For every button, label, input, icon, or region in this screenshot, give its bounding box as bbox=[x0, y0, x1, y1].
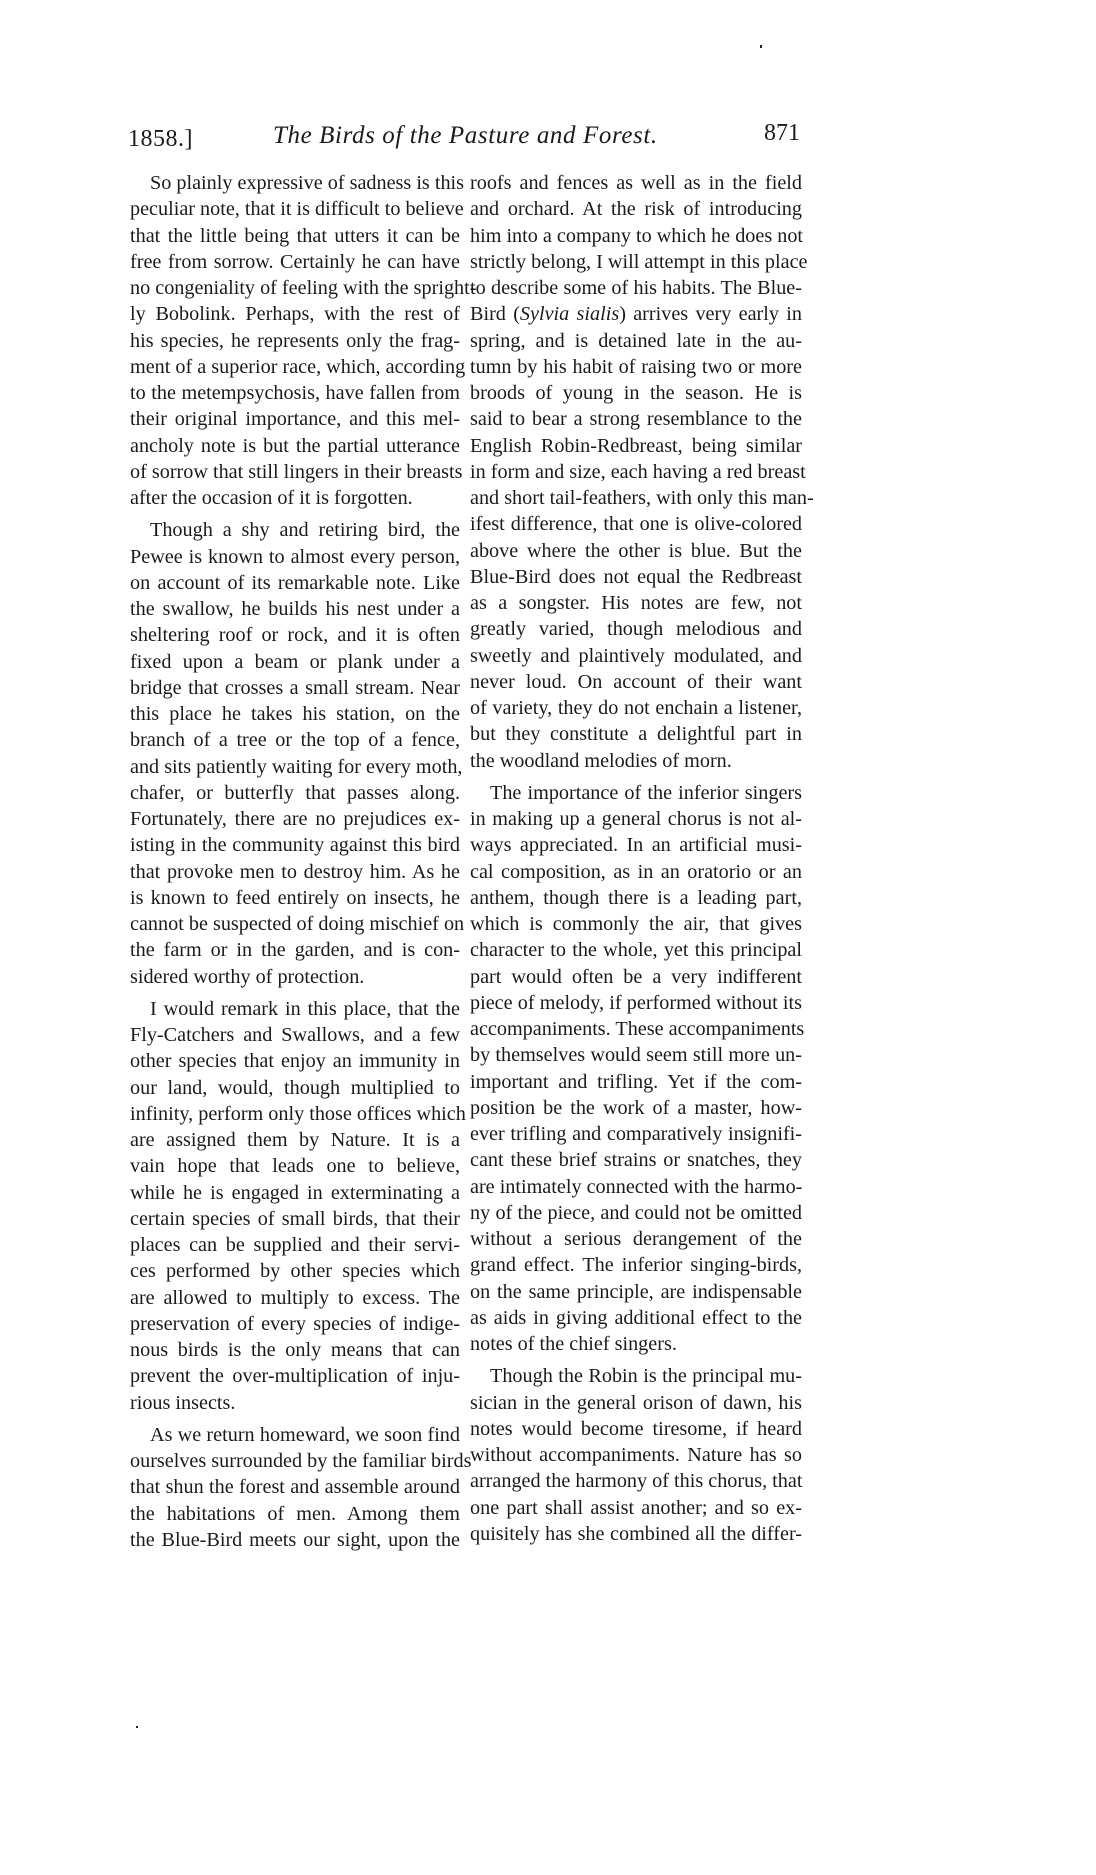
text-line: the farm or in the garden, and is con- bbox=[130, 939, 460, 962]
text-line: grand effect. The inferior singing-birds, bbox=[470, 1254, 802, 1277]
scan-speck bbox=[760, 45, 762, 48]
text-line: sician in the general orison of dawn, his bbox=[470, 1391, 802, 1414]
text-line: that provoke men to destroy him. As he bbox=[130, 860, 460, 883]
text-line: ly Bobolink. Perhaps, with the rest of bbox=[130, 303, 460, 326]
text-line: preservation of every species of indige- bbox=[130, 1312, 460, 1335]
text-line: our land, would, though multiplied to bbox=[130, 1076, 460, 1099]
text-line: to the metempsychosis, have fallen from bbox=[130, 382, 460, 404]
text-line: accompaniments. These accompaniments bbox=[470, 1018, 805, 1040]
text-line: peculiar note, that it is difficult to believe bbox=[130, 198, 464, 221]
text-line: and short tail-feathers, with only this man- bbox=[470, 487, 814, 509]
text-line: tumn by his habit of raising two or more bbox=[470, 355, 802, 378]
text-line: in form and size, each having a red breast bbox=[470, 460, 806, 483]
text-line: that shun the forest and assemble around bbox=[130, 1476, 460, 1499]
text-line: other species that enjoy an immunity in bbox=[130, 1050, 460, 1073]
text-line: chafer, or butterfly that passes along. bbox=[130, 781, 460, 804]
paragraph bbox=[470, 170, 814, 774]
text-line: which is commonly the air, that gives bbox=[470, 913, 802, 935]
text-line: without accompaniments. Nature has so bbox=[470, 1444, 802, 1466]
text-line: the swallow, he builds his nest under a bbox=[130, 598, 460, 620]
text-line: cal composition, as in an oratorio or an bbox=[470, 860, 802, 883]
text-line: piece of melody, if performed without its bbox=[470, 991, 802, 1014]
text-line: character to the whole, yet this principal bbox=[470, 939, 802, 962]
text-line: one part shall assist another; and so ex- bbox=[470, 1496, 802, 1519]
text-line: him into a company to which he does not bbox=[470, 224, 804, 247]
text-line: fixed upon a beam or plank under a bbox=[130, 650, 460, 673]
text-line: by themselves would seem still more un- bbox=[470, 1044, 802, 1067]
text-line: ny of the piece, and could not be omitted bbox=[470, 1201, 802, 1224]
text-line: strictly belong, I will attempt in this place bbox=[470, 250, 808, 273]
text-line: cant these brief strains or snatches, they bbox=[470, 1149, 802, 1172]
text-line: ifest difference, that one is olive-colored bbox=[470, 513, 802, 536]
text-line: ces performed by other species which bbox=[130, 1260, 460, 1283]
text-line: on account of its remarkable note. Like bbox=[130, 571, 460, 594]
text-line: infinity, perform only those offices which bbox=[130, 1102, 466, 1125]
text-line: certain species of small birds, that their bbox=[130, 1207, 460, 1230]
text-line: rious insects. bbox=[130, 1391, 236, 1414]
text-line: no congeniality of feeling with the spright- bbox=[130, 277, 477, 299]
header-title: The Birds of the Pasture and Forest. bbox=[273, 122, 658, 149]
text-line: I would remark in this place, that the bbox=[150, 997, 460, 1020]
paragraph bbox=[130, 1422, 472, 1553]
text-line: Blue-Bird does not equal the Redbreast bbox=[470, 565, 802, 588]
header-year: 1858.] bbox=[128, 126, 193, 152]
text-line: notes of the chief singers. bbox=[470, 1333, 677, 1355]
text-line: broods of young in the season. He is bbox=[470, 382, 802, 404]
text-line: Fortunately, there are no prejudices ex- bbox=[130, 808, 460, 830]
text-line: the Blue-Bird meets our sight, upon the bbox=[130, 1528, 460, 1551]
paragraph bbox=[130, 517, 465, 990]
text-line: isting in the community against this bird bbox=[130, 834, 460, 857]
text-line: anthem, though there is a leading part, bbox=[470, 886, 802, 909]
text-line: are allowed to multiply to excess. The bbox=[130, 1286, 460, 1309]
text-line: ourselves surrounded by the familiar birds bbox=[130, 1450, 472, 1472]
text-line: that the little being that utters it can be bbox=[130, 224, 460, 247]
text-line: is known to feed entirely on insects, he bbox=[130, 886, 460, 909]
text-line: never loud. On account of their want bbox=[470, 670, 802, 693]
text-line: spring, and is detained late in the au- bbox=[470, 329, 802, 352]
text-line: of sorrow that still lingers in their breasts bbox=[130, 460, 463, 483]
text-line: and sits patiently waiting for every moth, bbox=[130, 755, 463, 778]
italic-species-name: Sylvia sialis bbox=[519, 303, 620, 326]
text-line: are assigned them by Nature. It is a bbox=[130, 1129, 460, 1151]
text-line: in making up a general chorus is not al- bbox=[470, 808, 802, 830]
text-line: So plainly expressive of sadness is this bbox=[150, 172, 465, 194]
text-line: without a serious derangement of the bbox=[470, 1228, 802, 1250]
text-line: above where the other is blue. But the bbox=[470, 539, 802, 562]
left-column bbox=[130, 170, 477, 1553]
paragraph bbox=[130, 170, 477, 511]
text-line: but they constitute a delightful part in bbox=[470, 723, 802, 746]
text-line: important and trifling. Yet if the com- bbox=[470, 1070, 802, 1093]
text-line: on the same principle, are indispensable bbox=[470, 1280, 802, 1303]
text-line: branch of a tree or the top of a fence, bbox=[130, 729, 460, 752]
text-line: vain hope that leads one to believe, bbox=[130, 1155, 460, 1178]
text-line: prevent the over-multiplication of inju- bbox=[130, 1365, 460, 1388]
text-line: as a songster. His notes are few, not bbox=[470, 592, 802, 614]
text-line: As we return homeward, we soon find bbox=[150, 1423, 460, 1446]
text-line: sheltering roof or rock, and it is often bbox=[130, 624, 460, 647]
text-line: ment of a superior race, which, according bbox=[130, 355, 466, 378]
text-line: ways appreciated. In an artificial musi- bbox=[470, 834, 802, 857]
text-line: ancholy note is but the partial utterance bbox=[130, 434, 460, 457]
text-line: arranged the harmony of this chorus, that bbox=[470, 1470, 803, 1493]
text-line: this place he takes his station, on the bbox=[130, 703, 460, 725]
text-line: and orchard. At the risk of introducing bbox=[470, 198, 802, 221]
text-line: their original importance, and this mel- bbox=[130, 408, 460, 431]
text-line: The importance of the inferior singers bbox=[490, 781, 802, 804]
text-line: quisitely has she combined all the differ- bbox=[470, 1522, 802, 1545]
text-line: to describe some of his habits. The Blue- bbox=[470, 277, 802, 299]
text-line: nous birds is the only means that can bbox=[130, 1339, 460, 1361]
text-line: greatly varied, though melodious and bbox=[470, 618, 802, 641]
text-line: position be the work of a master, how- bbox=[470, 1096, 802, 1119]
text-line: Bird (Sylvia sialis) arrives very early in bbox=[470, 303, 802, 326]
text-line: sidered worthy of protection. bbox=[130, 965, 365, 988]
text-line: the habitations of men. Among them bbox=[130, 1502, 460, 1525]
paragraph bbox=[470, 1363, 802, 1547]
running-header bbox=[128, 120, 800, 156]
text-line: Though a shy and retiring bird, the bbox=[150, 519, 460, 542]
paragraph bbox=[130, 996, 466, 1416]
text-line: sweetly and plaintively modulated, and bbox=[470, 644, 802, 667]
text-line: roofs and fences as well as in the field bbox=[470, 172, 802, 194]
text-line: after the occasion of it is forgotten. bbox=[130, 487, 413, 509]
text-line: as aids in giving additional effect to the bbox=[470, 1306, 802, 1329]
text-line: cannot be suspected of doing mischief on bbox=[130, 913, 465, 935]
text-line: free from sorrow. Certainly he can have bbox=[130, 250, 460, 273]
text-line: of variety, they do not enchain a listener, bbox=[470, 697, 802, 719]
text-line: Pewee is known to almost every person, bbox=[130, 545, 460, 568]
scan-speck bbox=[136, 1726, 138, 1728]
text-line: bridge that crosses a small stream. Near bbox=[130, 676, 460, 699]
text-line: places can be supplied and their servi- bbox=[130, 1234, 460, 1256]
text-line: Fly-Catchers and Swallows, and a few bbox=[130, 1024, 460, 1046]
page-number: 871 bbox=[764, 120, 800, 146]
text-line: notes would become tiresome, if heard bbox=[470, 1417, 802, 1440]
text-line: part would often be a very indifferent bbox=[470, 965, 802, 988]
text-line: Though the Robin is the principal mu- bbox=[490, 1365, 802, 1388]
text-line: English Robin-Redbreast, being similar bbox=[470, 434, 802, 457]
paragraph bbox=[470, 780, 805, 1358]
right-column bbox=[470, 170, 814, 1547]
text-line: said to bear a strong resemblance to the bbox=[470, 408, 802, 431]
text-line: while he is engaged in exterminating a bbox=[130, 1181, 460, 1204]
text-line: his species, he represents only the frag- bbox=[130, 329, 460, 352]
text-line: ever trifling and comparatively insignifi- bbox=[470, 1123, 802, 1145]
text-line: are intimately connected with the harmo- bbox=[470, 1175, 803, 1198]
text-line: the woodland melodies of morn. bbox=[470, 749, 732, 772]
